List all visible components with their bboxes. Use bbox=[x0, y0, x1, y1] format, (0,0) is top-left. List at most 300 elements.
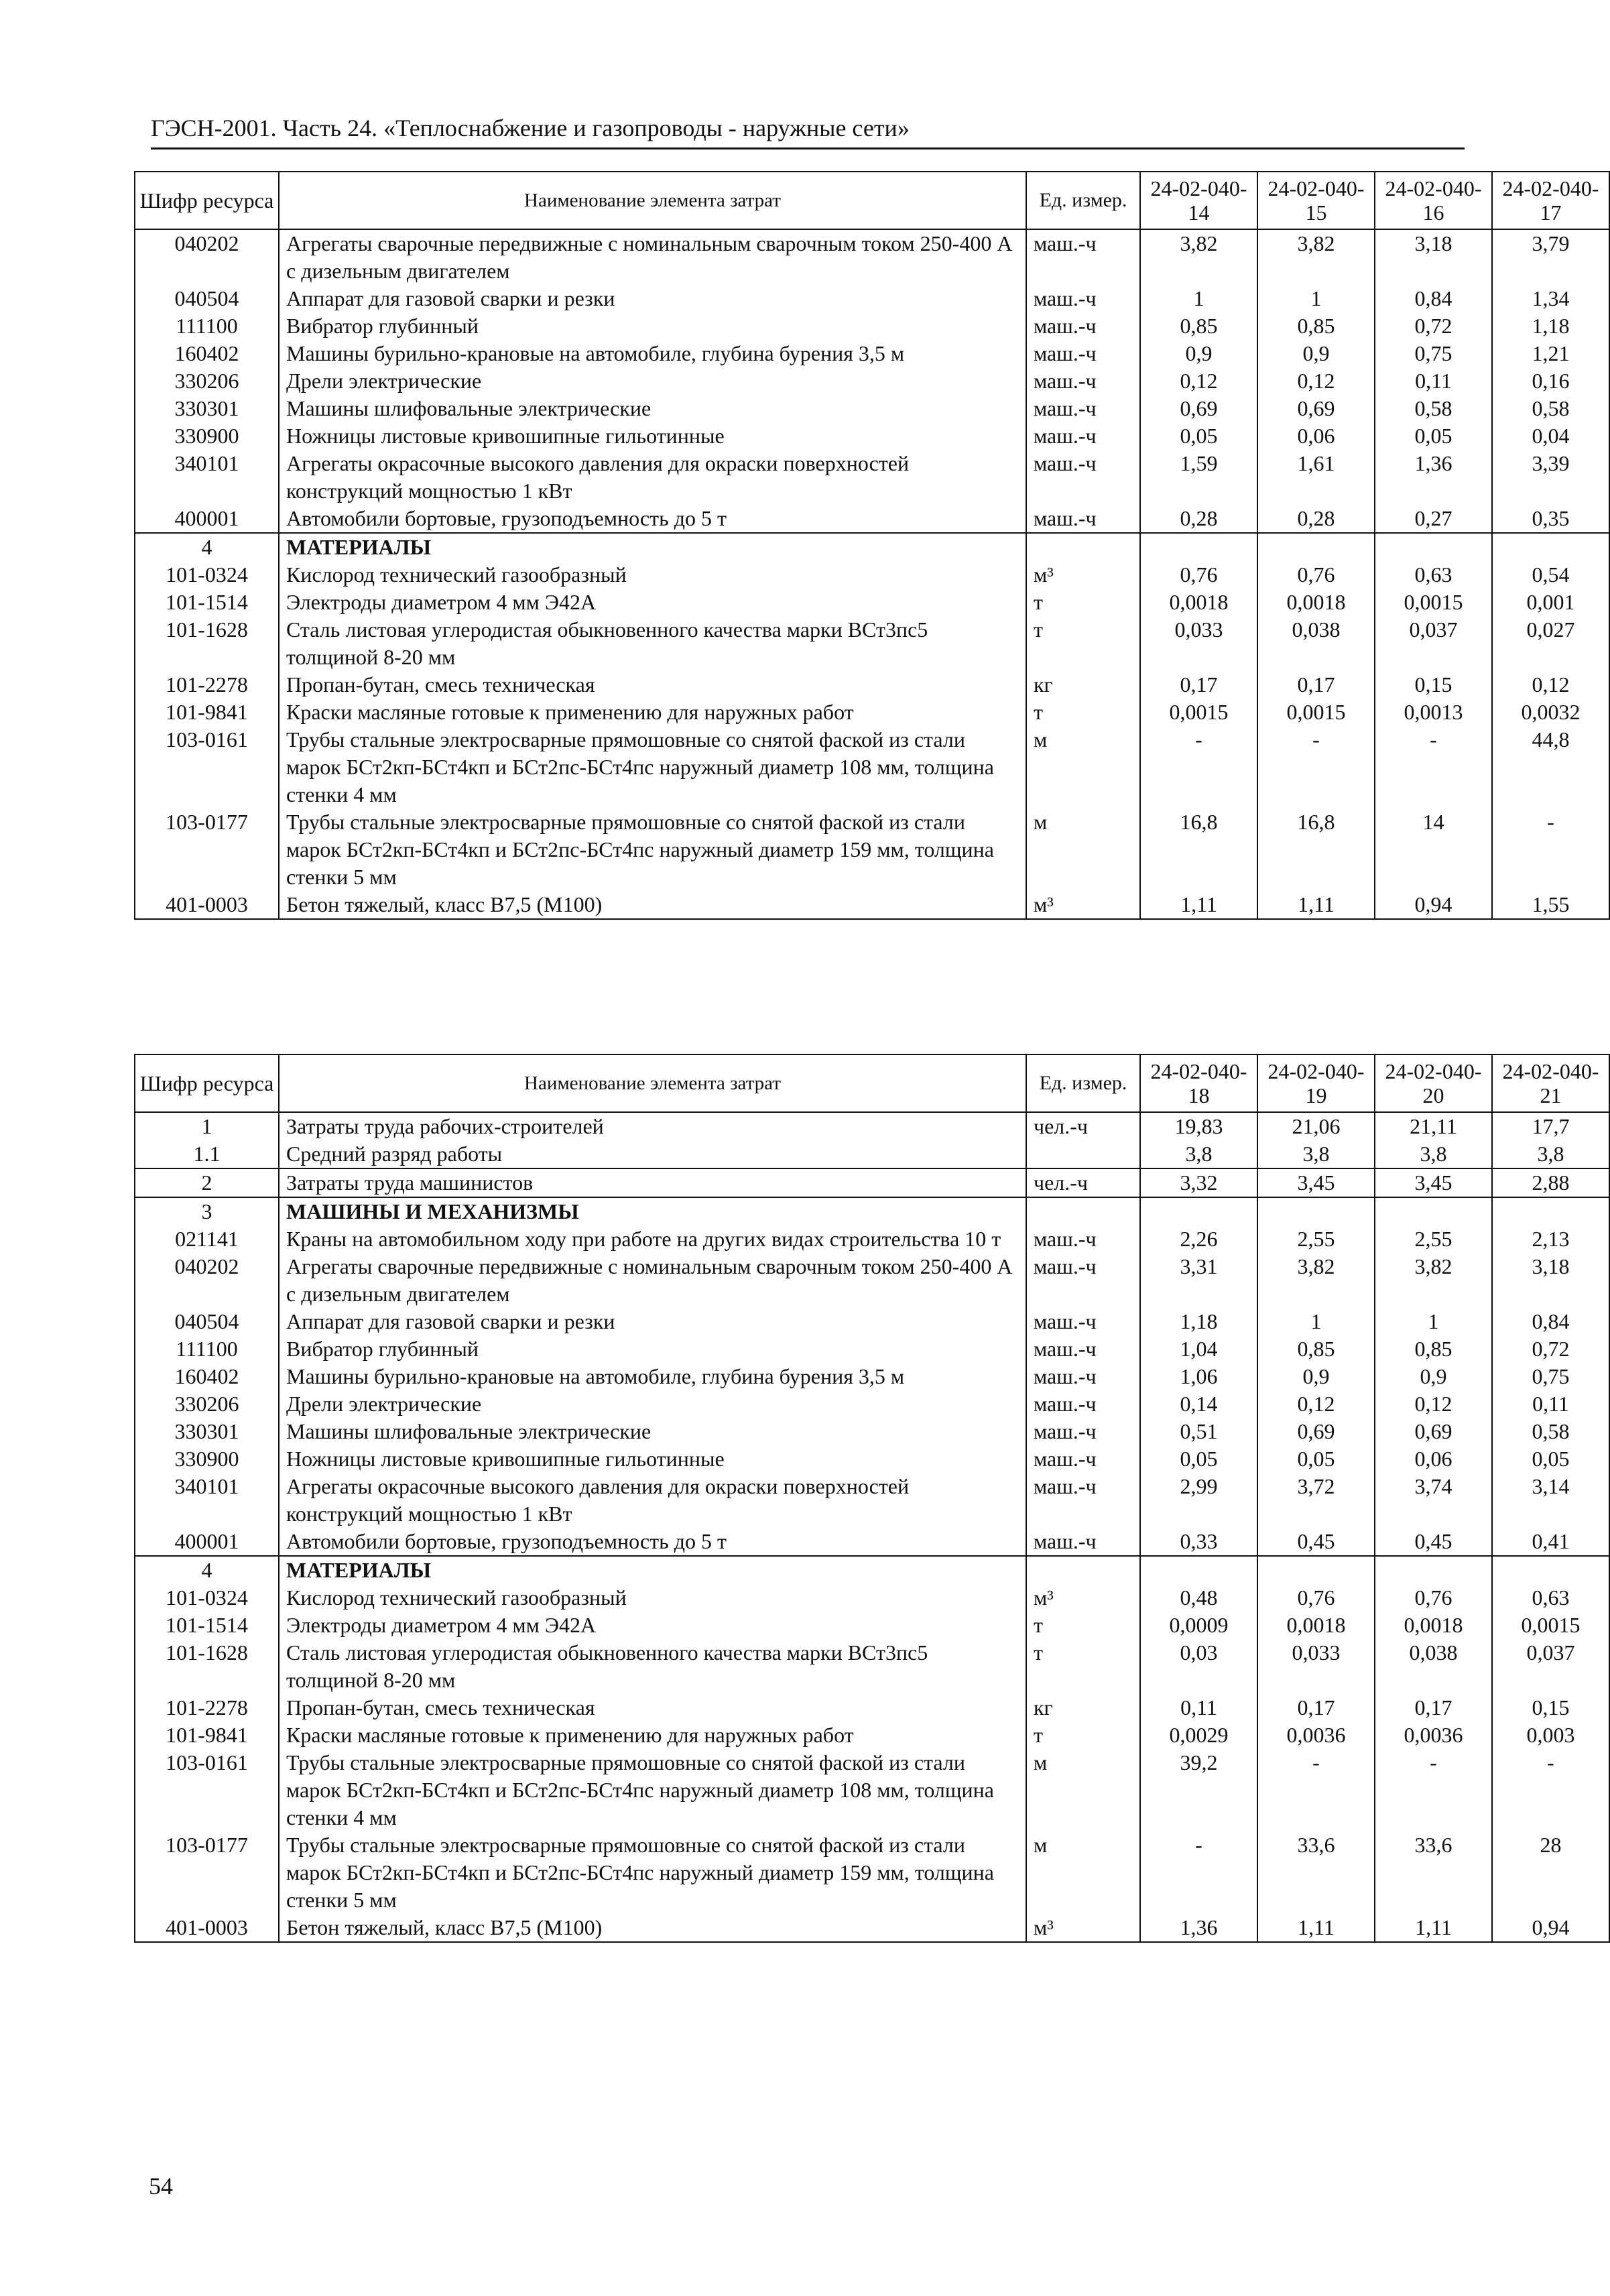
norm-value: 0,05 bbox=[1140, 422, 1257, 450]
norm-value: 1,55 bbox=[1492, 891, 1609, 919]
norm-value: 0,001 bbox=[1492, 589, 1609, 616]
resource-code: 040202 bbox=[135, 1253, 279, 1308]
cost-element-name: Пропан-бутан, смесь техническая bbox=[279, 1694, 1026, 1721]
resource-code: 330900 bbox=[135, 1445, 279, 1473]
norm-value: 0,06 bbox=[1375, 1445, 1492, 1473]
norm-value: 1,11 bbox=[1140, 891, 1257, 919]
norm-value: 2,88 bbox=[1492, 1168, 1609, 1197]
page-number: 54 bbox=[149, 2173, 173, 2199]
norm-value: 1,11 bbox=[1257, 1914, 1375, 1942]
cost-element-name: Краски масляные готовые к применению для наружных работ bbox=[279, 1721, 1026, 1749]
cost-element-name: Бетон тяжелый, класс В7,5 (М100) bbox=[279, 1914, 1026, 1942]
norm-value bbox=[1492, 1556, 1609, 1584]
norm-value: 0,58 bbox=[1492, 1418, 1609, 1445]
resource-code: 330900 bbox=[135, 422, 279, 450]
resource-code: 040504 bbox=[135, 1308, 279, 1335]
cost-element-name: Трубы стальные электросварные прямошовные со снятой фаской из стали марок БСт2кп-БСт4кп и БСт2пс-БСт4пс наружный диаметр 159 мм, толщина стенки 5 мм bbox=[279, 1831, 1026, 1914]
norm-value: 0,0029 bbox=[1140, 1721, 1257, 1749]
table-row bbox=[135, 422, 1609, 450]
cost-element-name: Машины бурильно-крановые на автомобиле, глубина бурения 3,5 м bbox=[279, 1363, 1026, 1390]
col-header-norm-code: 24-02-040-21 bbox=[1492, 1054, 1609, 1112]
norm-value: 0,12 bbox=[1492, 671, 1609, 699]
resource-code: 2 bbox=[135, 1168, 279, 1197]
table-header-row bbox=[135, 1054, 1609, 1112]
norm-value: 0,17 bbox=[1375, 1694, 1492, 1721]
norm-value: 0,28 bbox=[1140, 505, 1257, 533]
norm-value: 0,033 bbox=[1140, 616, 1257, 671]
norm-value bbox=[1257, 1197, 1375, 1225]
norms-table-2 bbox=[134, 1054, 1610, 1943]
norm-value: 0,84 bbox=[1375, 285, 1492, 312]
norm-value: 1 bbox=[1257, 1308, 1375, 1335]
norm-value: 0,17 bbox=[1140, 671, 1257, 699]
norm-value: 0,76 bbox=[1140, 561, 1257, 589]
table-row bbox=[135, 1639, 1609, 1694]
unit: м³ bbox=[1026, 1914, 1140, 1942]
table-row bbox=[135, 726, 1609, 808]
resource-code: 330301 bbox=[135, 395, 279, 422]
norm-value: 1 bbox=[1140, 285, 1257, 312]
section-row bbox=[135, 533, 1609, 561]
norm-value: 16,8 bbox=[1140, 808, 1257, 891]
norm-value: 39,2 bbox=[1140, 1749, 1257, 1831]
norm-value: 0,72 bbox=[1375, 312, 1492, 340]
resource-code: 101-0324 bbox=[135, 1584, 279, 1612]
norm-value: 0,0018 bbox=[1257, 589, 1375, 616]
norm-value: 0,15 bbox=[1492, 1694, 1609, 1721]
col-header-norm-code: 24-02-040-20 bbox=[1375, 1054, 1492, 1112]
norm-value: 0,76 bbox=[1375, 1584, 1492, 1612]
unit: м bbox=[1026, 1831, 1140, 1914]
norm-value: 0,45 bbox=[1375, 1528, 1492, 1556]
resource-code: 101-1628 bbox=[135, 616, 279, 671]
cost-element-name: Дрели электрические bbox=[279, 367, 1026, 395]
unit: чел.-ч bbox=[1026, 1168, 1140, 1197]
norm-value bbox=[1492, 533, 1609, 561]
norm-value: 0,16 bbox=[1492, 367, 1609, 395]
unit: кг bbox=[1026, 671, 1140, 699]
norm-value: 3,45 bbox=[1257, 1168, 1375, 1197]
norm-value: 3,72 bbox=[1257, 1473, 1375, 1528]
table-row bbox=[135, 505, 1609, 533]
table-row bbox=[135, 312, 1609, 340]
resource-code: 101-2278 bbox=[135, 671, 279, 699]
norm-value: 3,8 bbox=[1140, 1140, 1257, 1168]
norm-value: - bbox=[1375, 1749, 1492, 1831]
norm-value: 0,75 bbox=[1375, 340, 1492, 367]
norm-value: 2,13 bbox=[1492, 1225, 1609, 1253]
table-row bbox=[135, 1168, 1609, 1197]
unit: маш.-ч bbox=[1026, 505, 1140, 533]
norm-value: 1,61 bbox=[1257, 450, 1375, 505]
resource-code: 103-0161 bbox=[135, 726, 279, 808]
norm-value: 3,14 bbox=[1492, 1473, 1609, 1528]
table-row bbox=[135, 395, 1609, 422]
section-title: МАШИНЫ И МЕХАНИЗМЫ bbox=[279, 1197, 1026, 1225]
norm-value: 0,11 bbox=[1492, 1390, 1609, 1418]
norm-value: 1,11 bbox=[1375, 1914, 1492, 1942]
unit: маш.-ч bbox=[1026, 450, 1140, 505]
norm-value: 1,18 bbox=[1492, 312, 1609, 340]
table-row bbox=[135, 891, 1609, 919]
table-row bbox=[135, 1140, 1609, 1168]
cost-element-name: Трубы стальные электросварные прямошовные со снятой фаской из стали марок БСт2кп-БСт4кп и БСт2пс-БСт4пс наружный диаметр 108 мм, толщина стенки 4 мм bbox=[279, 726, 1026, 808]
table-row bbox=[135, 1253, 1609, 1308]
norm-value bbox=[1257, 1556, 1375, 1584]
norm-value: 0,33 bbox=[1140, 1528, 1257, 1556]
resource-code: 111100 bbox=[135, 312, 279, 340]
table-row bbox=[135, 1749, 1609, 1831]
resource-code: 4 bbox=[135, 533, 279, 561]
resource-code: 101-1514 bbox=[135, 589, 279, 616]
cost-element-name: Затраты труда машинистов bbox=[279, 1168, 1026, 1197]
norm-value: 1,18 bbox=[1140, 1308, 1257, 1335]
table-row bbox=[135, 1612, 1609, 1639]
norm-value: 21,06 bbox=[1257, 1112, 1375, 1140]
page-header: ГЭСН-2001. Часть 24. «Теплоснабжение и газопроводы - наружные сети» bbox=[151, 113, 1465, 149]
table-row bbox=[135, 367, 1609, 395]
table-row bbox=[135, 285, 1609, 312]
norm-value: 16,8 bbox=[1257, 808, 1375, 891]
norm-value: 0,85 bbox=[1257, 312, 1375, 340]
norm-value: 0,04 bbox=[1492, 422, 1609, 450]
cost-element-name: Электроды диаметром 4 мм Э42А bbox=[279, 589, 1026, 616]
table-row bbox=[135, 1363, 1609, 1390]
norm-value: 0,033 bbox=[1257, 1639, 1375, 1694]
col-header-name: Наименование элемента затрат bbox=[279, 172, 1026, 229]
table-row bbox=[135, 1914, 1609, 1942]
resource-code: 330206 bbox=[135, 367, 279, 395]
norm-value: 3,82 bbox=[1375, 1253, 1492, 1308]
norm-value bbox=[1140, 1556, 1257, 1584]
norm-value: 0,0015 bbox=[1492, 1612, 1609, 1639]
norm-value: 3,8 bbox=[1257, 1140, 1375, 1168]
norm-value: 0,63 bbox=[1492, 1584, 1609, 1612]
cost-element-name: Затраты труда рабочих-строителей bbox=[279, 1112, 1026, 1140]
table-row bbox=[135, 1473, 1609, 1528]
norm-value: 0,72 bbox=[1492, 1335, 1609, 1363]
unit: маш.-ч bbox=[1026, 229, 1140, 285]
norm-value: 3,8 bbox=[1375, 1140, 1492, 1168]
section-row bbox=[135, 1197, 1609, 1225]
norm-value: 0,15 bbox=[1375, 671, 1492, 699]
section-title: МАТЕРИАЛЫ bbox=[279, 1556, 1026, 1584]
norm-value: 0,41 bbox=[1492, 1528, 1609, 1556]
norm-value: 0,28 bbox=[1257, 505, 1375, 533]
norm-value: 0,11 bbox=[1140, 1694, 1257, 1721]
unit: т bbox=[1026, 699, 1140, 726]
norm-value: 0,69 bbox=[1375, 1418, 1492, 1445]
norm-value: 0,05 bbox=[1492, 1445, 1609, 1473]
table-row bbox=[135, 671, 1609, 699]
col-header-norm-code: 24-02-040-14 bbox=[1140, 172, 1257, 229]
norm-value: 3,82 bbox=[1257, 229, 1375, 285]
cost-element-name: Аппарат для газовой сварки и резки bbox=[279, 285, 1026, 312]
norm-value: - bbox=[1492, 808, 1609, 891]
norm-value: - bbox=[1140, 1831, 1257, 1914]
norm-value: 3,45 bbox=[1375, 1168, 1492, 1197]
norm-value: 0,45 bbox=[1257, 1528, 1375, 1556]
cost-element-name: Агрегаты сварочные передвижные с номинальным сварочным током 250-400 А с дизельным двигателем bbox=[279, 1253, 1026, 1308]
col-header-norm-code: 24-02-040-16 bbox=[1375, 172, 1492, 229]
unit: т bbox=[1026, 616, 1140, 671]
cost-element-name: Трубы стальные электросварные прямошовные со снятой фаской из стали марок БСт2кп-БСт4кп и БСт2пс-БСт4пс наружный диаметр 159 мм, толщина стенки 5 мм bbox=[279, 808, 1026, 891]
norm-value: 0,58 bbox=[1375, 395, 1492, 422]
unit: т bbox=[1026, 589, 1140, 616]
resource-code: 101-1514 bbox=[135, 1612, 279, 1639]
norm-value: - bbox=[1257, 1749, 1375, 1831]
cost-element-name: Средний разряд работы bbox=[279, 1140, 1026, 1168]
resource-code: 400001 bbox=[135, 1528, 279, 1556]
norm-value: 0,94 bbox=[1492, 1914, 1609, 1942]
norm-value: 0,85 bbox=[1257, 1335, 1375, 1363]
resource-code: 103-0177 bbox=[135, 1831, 279, 1914]
norm-value: 2,26 bbox=[1140, 1225, 1257, 1253]
norm-value: 0,05 bbox=[1140, 1445, 1257, 1473]
norm-value: 2,55 bbox=[1375, 1225, 1492, 1253]
table-row bbox=[135, 561, 1609, 589]
norm-value: 3,82 bbox=[1140, 229, 1257, 285]
cost-element-name: Краны на автомобильном ходу при работе на других видах строительства 10 т bbox=[279, 1225, 1026, 1253]
norm-value: 0,06 bbox=[1257, 422, 1375, 450]
norm-value: 3,31 bbox=[1140, 1253, 1257, 1308]
col-header-unit: Ед. измер. bbox=[1026, 1054, 1140, 1112]
norm-value: 0,038 bbox=[1375, 1639, 1492, 1694]
table-row bbox=[135, 1335, 1609, 1363]
table-row bbox=[135, 1694, 1609, 1721]
norm-value: 1,21 bbox=[1492, 340, 1609, 367]
table-row bbox=[135, 1831, 1609, 1914]
resource-code: 330301 bbox=[135, 1418, 279, 1445]
cost-element-name: Агрегаты сварочные передвижные с номинальным сварочным током 250-400 А с дизельным двигателем bbox=[279, 229, 1026, 285]
norm-value: 0,14 bbox=[1140, 1390, 1257, 1418]
unit: кг bbox=[1026, 1694, 1140, 1721]
cost-element-name: Сталь листовая углеродистая обыкновенного качества марки ВСт3пс5 толщиной 8-20 мм bbox=[279, 1639, 1026, 1694]
norm-value bbox=[1375, 1556, 1492, 1584]
cost-element-name: Пропан-бутан, смесь техническая bbox=[279, 671, 1026, 699]
norm-value: 3,8 bbox=[1492, 1140, 1609, 1168]
norm-value: 0,94 bbox=[1375, 891, 1492, 919]
norm-value: 0,76 bbox=[1257, 561, 1375, 589]
norm-value: 0,05 bbox=[1257, 1445, 1375, 1473]
norm-value: 0,11 bbox=[1375, 367, 1492, 395]
table-row bbox=[135, 1445, 1609, 1473]
norm-value: 0,038 bbox=[1257, 616, 1375, 671]
unit: т bbox=[1026, 1721, 1140, 1749]
resource-code: 340101 bbox=[135, 1473, 279, 1528]
norm-value: 2,55 bbox=[1257, 1225, 1375, 1253]
norm-value: 0,003 bbox=[1492, 1721, 1609, 1749]
cost-element-name: Вибратор глубинный bbox=[279, 1335, 1026, 1363]
norm-value: 1,06 bbox=[1140, 1363, 1257, 1390]
resource-code: 400001 bbox=[135, 505, 279, 533]
norm-value: 0,17 bbox=[1257, 1694, 1375, 1721]
norm-value: 1 bbox=[1375, 1308, 1492, 1335]
section-title: МАТЕРИАЛЫ bbox=[279, 533, 1026, 561]
norm-value: 0,0036 bbox=[1375, 1721, 1492, 1749]
norm-value: - bbox=[1257, 726, 1375, 808]
table-row bbox=[135, 450, 1609, 505]
norm-value bbox=[1375, 533, 1492, 561]
norm-value: 0,0009 bbox=[1140, 1612, 1257, 1639]
section-row bbox=[135, 1556, 1609, 1584]
cost-element-name: Вибратор глубинный bbox=[279, 312, 1026, 340]
unit bbox=[1026, 1197, 1140, 1225]
unit: маш.-ч bbox=[1026, 285, 1140, 312]
norm-value: 3,18 bbox=[1375, 229, 1492, 285]
table-row bbox=[135, 1721, 1609, 1749]
cost-element-name: Электроды диаметром 4 мм Э42А bbox=[279, 1612, 1026, 1639]
resource-code: 101-9841 bbox=[135, 699, 279, 726]
norm-value: 1,36 bbox=[1140, 1914, 1257, 1942]
unit: чел.-ч bbox=[1026, 1112, 1140, 1140]
unit: маш.-ч bbox=[1026, 395, 1140, 422]
cost-element-name: Автомобили бортовые, грузоподъемность до 5 т bbox=[279, 1528, 1026, 1556]
unit: м³ bbox=[1026, 561, 1140, 589]
unit: м³ bbox=[1026, 1584, 1140, 1612]
resource-code: 160402 bbox=[135, 1363, 279, 1390]
cost-element-name: Машины бурильно-крановые на автомобиле, глубина бурения 3,5 м bbox=[279, 340, 1026, 367]
resource-code: 101-1628 bbox=[135, 1639, 279, 1694]
norm-value: 0,85 bbox=[1140, 312, 1257, 340]
cost-element-name: Агрегаты окрасочные высокого давления для окраски поверхностей конструкций мощностью 1 кВт bbox=[279, 450, 1026, 505]
resource-code: 1.1 bbox=[135, 1140, 279, 1168]
norm-value: 1,59 bbox=[1140, 450, 1257, 505]
norm-value: 0,27 bbox=[1375, 505, 1492, 533]
norm-value: 0,35 bbox=[1492, 505, 1609, 533]
table-row bbox=[135, 229, 1609, 285]
norm-value: 0,037 bbox=[1375, 616, 1492, 671]
resource-code: 4 bbox=[135, 1556, 279, 1584]
cost-element-name: Дрели электрические bbox=[279, 1390, 1026, 1418]
norm-value: 3,79 bbox=[1492, 229, 1609, 285]
cost-element-name: Трубы стальные электросварные прямошовные со снятой фаской из стали марок БСт2кп-БСт4кп и БСт2пс-БСт4пс наружный диаметр 108 мм, толщина стенки 4 мм bbox=[279, 1749, 1026, 1831]
norm-value: 0,76 bbox=[1257, 1584, 1375, 1612]
col-header-norm-code: 24-02-040-19 bbox=[1257, 1054, 1375, 1112]
unit: маш.-ч bbox=[1026, 1418, 1140, 1445]
col-header-name: Наименование элемента затрат bbox=[279, 1054, 1026, 1112]
col-header-code: Шифр ресурса bbox=[135, 172, 279, 229]
norm-value: - bbox=[1140, 726, 1257, 808]
norms-table-1 bbox=[134, 171, 1610, 920]
resource-code: 103-0161 bbox=[135, 1749, 279, 1831]
table-row bbox=[135, 616, 1609, 671]
norm-value: 0,0015 bbox=[1257, 699, 1375, 726]
resource-code: 111100 bbox=[135, 1335, 279, 1363]
resource-code: 101-0324 bbox=[135, 561, 279, 589]
cost-element-name: Краски масляные готовые к применению для наружных работ bbox=[279, 699, 1026, 726]
norm-value bbox=[1492, 1197, 1609, 1225]
col-header-unit: Ед. измер. bbox=[1026, 172, 1140, 229]
norm-value: - bbox=[1375, 726, 1492, 808]
norm-value: 33,6 bbox=[1257, 1831, 1375, 1914]
norm-value: 0,48 bbox=[1140, 1584, 1257, 1612]
cost-element-name: Кислород технический газообразный bbox=[279, 1584, 1026, 1612]
resource-code: 401-0003 bbox=[135, 1914, 279, 1942]
norm-value: 0,027 bbox=[1492, 616, 1609, 671]
col-header-norm-code: 24-02-040-15 bbox=[1257, 172, 1375, 229]
norm-value: 0,03 bbox=[1140, 1639, 1257, 1694]
norm-value: 3,32 bbox=[1140, 1168, 1257, 1197]
resource-code: 1 bbox=[135, 1112, 279, 1140]
norm-value: 1,34 bbox=[1492, 285, 1609, 312]
table-row bbox=[135, 340, 1609, 367]
resource-code: 401-0003 bbox=[135, 891, 279, 919]
unit: маш.-ч bbox=[1026, 1253, 1140, 1308]
norm-value: 21,11 bbox=[1375, 1112, 1492, 1140]
unit: т bbox=[1026, 1612, 1140, 1639]
norm-value: 0,17 bbox=[1257, 671, 1375, 699]
unit bbox=[1026, 533, 1140, 561]
norm-value: 0,69 bbox=[1257, 1418, 1375, 1445]
unit bbox=[1026, 1140, 1140, 1168]
cost-element-name: Машины шлифовальные электрические bbox=[279, 1418, 1026, 1445]
norm-value: 0,58 bbox=[1492, 395, 1609, 422]
norm-value bbox=[1375, 1197, 1492, 1225]
norm-value bbox=[1257, 533, 1375, 561]
resource-code: 103-0177 bbox=[135, 808, 279, 891]
norm-value: 0,63 bbox=[1375, 561, 1492, 589]
norm-value: 0,0036 bbox=[1257, 1721, 1375, 1749]
norm-value: 0,05 bbox=[1375, 422, 1492, 450]
norm-value: 28 bbox=[1492, 1831, 1609, 1914]
table-row bbox=[135, 1418, 1609, 1445]
norm-value: 0,69 bbox=[1140, 395, 1257, 422]
resource-code: 040202 bbox=[135, 229, 279, 285]
norm-value: 0,75 bbox=[1492, 1363, 1609, 1390]
cost-element-name: Ножницы листовые кривошипные гильотинные bbox=[279, 1445, 1026, 1473]
norm-value: 0,0013 bbox=[1375, 699, 1492, 726]
norm-value: 0,0018 bbox=[1140, 589, 1257, 616]
resource-code: 101-9841 bbox=[135, 1721, 279, 1749]
col-header-code: Шифр ресурса bbox=[135, 1054, 279, 1112]
norm-value: 19,83 bbox=[1140, 1112, 1257, 1140]
unit: маш.-ч bbox=[1026, 1308, 1140, 1335]
norm-value: 3,74 bbox=[1375, 1473, 1492, 1528]
resource-code: 330206 bbox=[135, 1390, 279, 1418]
unit: маш.-ч bbox=[1026, 1225, 1140, 1253]
table-row bbox=[135, 1308, 1609, 1335]
norm-value: 0,0015 bbox=[1140, 699, 1257, 726]
table-row bbox=[135, 699, 1609, 726]
norm-value: 1,36 bbox=[1375, 450, 1492, 505]
unit: маш.-ч bbox=[1026, 1363, 1140, 1390]
norm-value: 0,0018 bbox=[1257, 1612, 1375, 1639]
norm-value: 0,0015 bbox=[1375, 589, 1492, 616]
table-row bbox=[135, 1225, 1609, 1253]
norm-value: 0,12 bbox=[1140, 367, 1257, 395]
unit: м³ bbox=[1026, 891, 1140, 919]
table-row bbox=[135, 808, 1609, 891]
norm-value: 0,9 bbox=[1140, 340, 1257, 367]
norm-value: 0,12 bbox=[1375, 1390, 1492, 1418]
table-row bbox=[135, 589, 1609, 616]
col-header-norm-code: 24-02-040-17 bbox=[1492, 172, 1609, 229]
cost-element-name: Кислород технический газообразный bbox=[279, 561, 1026, 589]
norm-value: 0,9 bbox=[1257, 1363, 1375, 1390]
norm-value: 0,037 bbox=[1492, 1639, 1609, 1694]
norm-value: 0,84 bbox=[1492, 1308, 1609, 1335]
cost-element-name: Автомобили бортовые, грузоподъемность до 5 т bbox=[279, 505, 1026, 533]
norm-value bbox=[1140, 533, 1257, 561]
norm-value: 0,12 bbox=[1257, 1390, 1375, 1418]
norm-value: - bbox=[1492, 1749, 1609, 1831]
norm-value: 0,0018 bbox=[1375, 1612, 1492, 1639]
unit: маш.-ч bbox=[1026, 422, 1140, 450]
unit: маш.-ч bbox=[1026, 1445, 1140, 1473]
table-row bbox=[135, 1584, 1609, 1612]
cost-element-name: Агрегаты окрасочные высокого давления для окраски поверхностей конструкций мощностью 1 кВт bbox=[279, 1473, 1026, 1528]
